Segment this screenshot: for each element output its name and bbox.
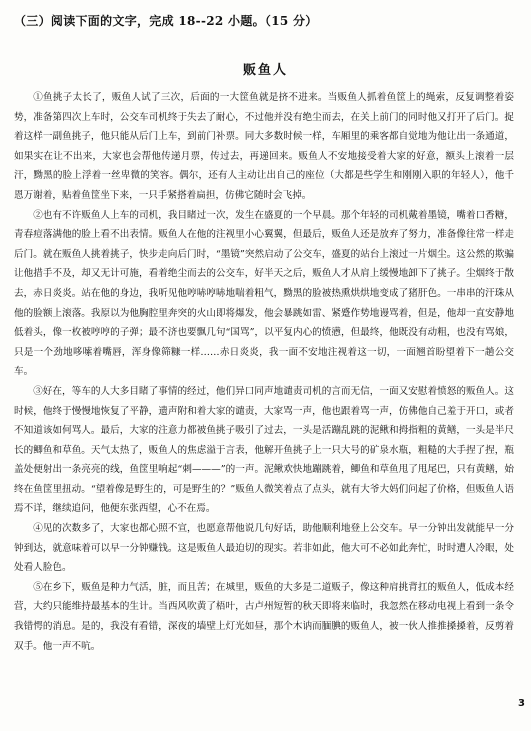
paragraph-4: ④见的次数多了，大家也都心照不宣，也愿意帮他说几句好话，助他顺利地登上公交车。早一分钟出发就能早一分钟到达，就意味着可以早一分钟赚钱。这是贩鱼人最迫切的现实。若非如此，他大可不必如此奔忙，时时遭人冷眼，处处看人脸色。: [14, 523, 514, 574]
section-heading: （三）阅读下面的文字，完成 18--22 小题。（15 分）: [14, 14, 318, 28]
article-body: [14, 88, 514, 656]
paragraph-5: ⑤在乡下，贩鱼是种力气活，脏，而且苦；在城里，贩鱼的大多是二道贩子，像这种肩挑背扛的贩鱼人，低成本经营，大约只能维持最基本的生计。当西风吹黄了梧叶，古卢州短暂的秋天即将来临时，我忽然在移动电视上看到一条令我错愕的消息。是的，我没有看错，深夜的墙壁上灯光如昼，那个木讷而腼腆的贩鱼人，被一伙人推推搡搡着，反剪着双手。他一声不吭。: [14, 581, 514, 652]
article-title: 贩鱼人: [242, 63, 288, 78]
page-number: 3: [518, 698, 525, 709]
paragraph-1: ①鱼挑子太长了，贩鱼人试了三次，后面的一大筐鱼就是挤不进来。当贩鱼人抓着鱼筐上的绳索，反复调整着姿势，准备第四次上车时，公交车司机终于失去了耐心，不过他并没有绝尘而去，在关上前门的同时他又打开了后门。捉着这样一副鱼挑子，他只能从后门上车，到前门补票。同大多数时候一样，车厢里的乘客都自觉地为他让出一条通道，如果实在让不出来，大家也会帮他传递月票，传过去，再递回来。贩鱼人不安地接受着大家的好意，额头上滚着一层汗，黝黑的脸上浮着一丝卑微的笑容。偶尔，还有人主动让出自己的座位（大都是些学生和刚刚入职的年轻人），他千恩万谢着，贴着鱼筐坐下来，一只手紧搭着扁担，仿佛它随时会飞掉。: [14, 92, 514, 201]
paragraph-3: ③好在，等车的人大多目睹了事情的经过，他们异口同声地谴责司机的言而无信，一面又安慰着愤怒的贩鱼人。这时候，他终于慢慢地恢复了平静，遗声附和着大家的谴责，大家骂一声，他也跟着骂一声，仿佛他自己羞于开口，或者不知道该如何骂人。最后，大家的注意力都被鱼挑子吸引了过去，一头是活蹦乱跳的泥鳅和拇指粗的黄鳝，一头是半尺长的鲫鱼和草鱼。天气太热了，贩鱼人的焦虑溢于言表，他解开鱼挑子上一只大号的矿泉水瓶，粗糙的大手捏了捏，瓶盖处便射出一条亮亮的线，鱼筐里响起“刺———”的一声。泥鳅欢快地蹦跳着，鲫鱼和草鱼甩了甩尾巴，只有黄鳝，始终在鱼筐里扭动。“望着像是野生的，可是野生的？”贩鱼人微笑着点了点头，就有大爷大妈们问起了价格，但贩鱼人语焉不详，继续追问，他便东张西望，心不在焉。: [14, 385, 514, 515]
paragraph-2: ②也有不许贩鱼人上车的司机，我目睹过一次，发生在盛夏的一个早晨。那个年轻的司机戴着墨镜，嘴着口香糖，青春痘落满他的脸上看不出表情。贩鱼人在他的注视里小心翼翼，但最后，贩鱼人还是放弃了努力，准备像往常一样走后门。就在贩鱼人挑着挑子，快步走向后门时，“墨镜”突然启动了公交车，盛夏的站台上滚过一片烟尘。这公然的欺骗让他措手不及，却又无计可施，看着绝尘而去的公交车，好半天之后，贩鱼人才从肩上缓慢地卸下了挑子。尘烟终于散去，赤日炎炎。站在他的身边，我听见他哼哧哼哧地喘着粗气，黝黑的脸被热熏烘烘地变成了猪肝色。一串串的汗珠从他的脸额上滚落。我原以为他胸腔里奔突的火山即将爆发，他会暴跳如雷、紧蹙作势地谩骂着，但是，他却一直安静地低着头，像一枚被哼哼的子弹；最不济也要飘几句“国骂”，以平复内心的愤懑，但最终，他既没有动粗，也没有骂娘，只是一个劲地哆嗦着嘴唇，浑身像筛糠一样……赤日炎炎，我一面不安地注视着这一切，一面翘首盼望着下一趟公交车。: [14, 209, 514, 378]
